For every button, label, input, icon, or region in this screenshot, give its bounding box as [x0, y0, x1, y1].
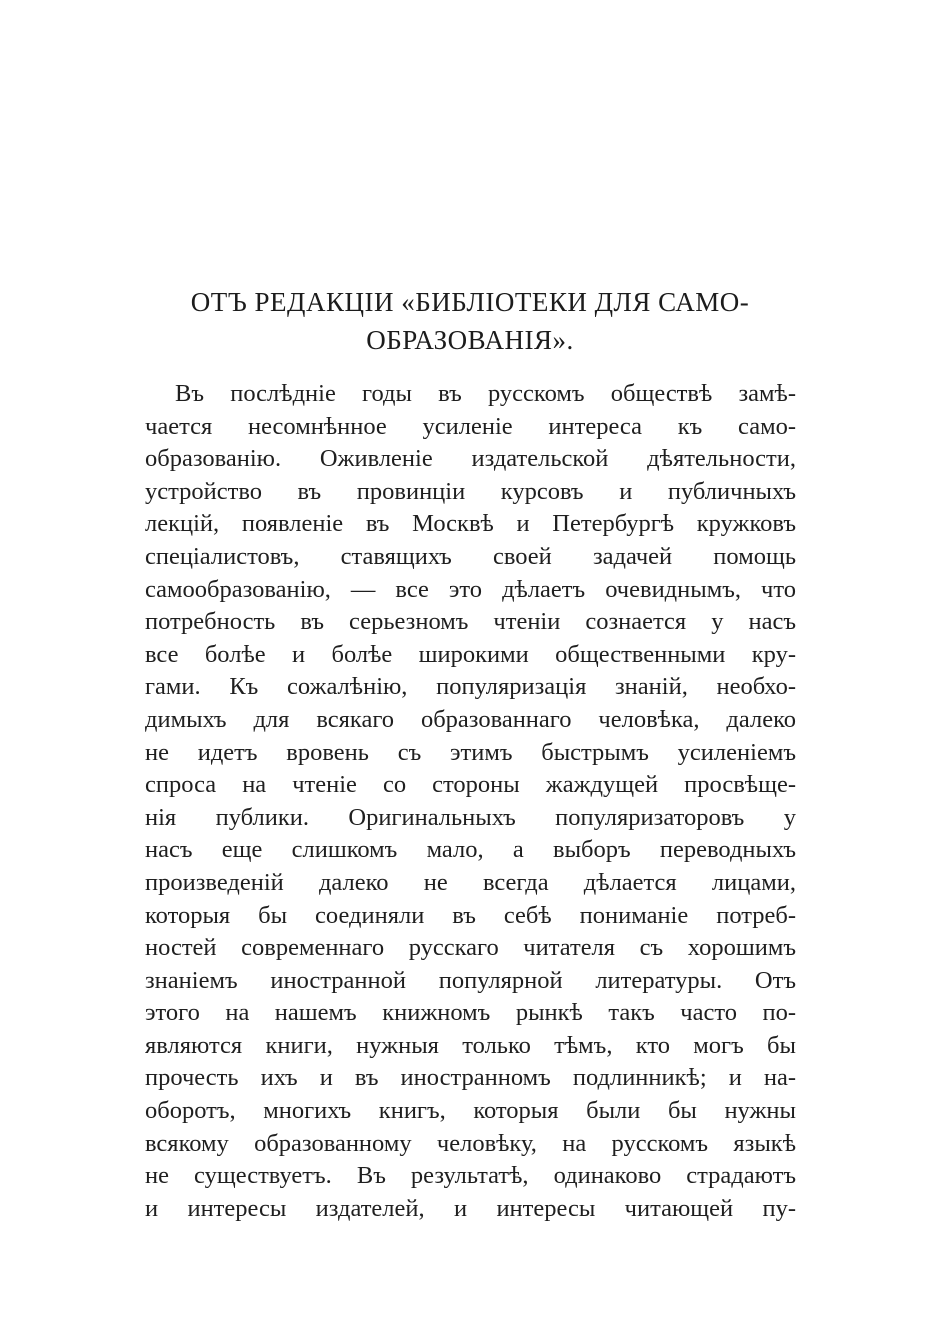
- text-line: знанiемъ иностранной популярной литературы. Отъ: [145, 966, 796, 994]
- text-line: нiя публики. Оригинальныхъ популяризаторовъ у: [145, 803, 796, 831]
- text-line: которыя бы соединяли въ себѣ пониманiе потреб-: [145, 901, 796, 929]
- text-line: лекцiй, появленiе въ Москвѣ и Петербургѣ кружковъ: [145, 510, 796, 538]
- text-line: всякому образованному человѣку, на русскомъ языкѣ: [145, 1129, 796, 1157]
- body-paragraph: [145, 378, 796, 1225]
- heading-line-2: ОБРАЗОВАНIЯ».: [366, 325, 574, 355]
- text-line: произведенiй далеко не всегда дѣлается лицами,: [145, 868, 796, 896]
- text-line: насъ еще слишкомъ мало, а выборъ переводныхъ: [145, 836, 796, 864]
- text-line: Въ послѣднiе годы въ русскомъ обществѣ замѣ-: [175, 380, 796, 407]
- text-line: спецiалистовъ, ставящихъ своей задачей помощь: [145, 542, 796, 570]
- text-line: устройство въ провинцiи курсовъ и публичныхъ: [145, 477, 796, 505]
- text-line: не существуетъ. Въ результатѣ, одинаково страдаютъ: [145, 1162, 796, 1190]
- text-line: гами. Къ сожалѣнiю, популяризацiя знанiй, необхо-: [145, 673, 796, 701]
- text-line: спроса на чтенiе со стороны жаждущей просвѣще-: [145, 771, 796, 799]
- text-line: этого на нашемъ книжномъ рынкѣ такъ часто по-: [145, 999, 796, 1027]
- text-line: и интересы издателей, и интересы читающей пу-: [145, 1194, 796, 1222]
- heading-line-1: ОТЪ РЕДАКЦIИ «БИБЛIОТЕКИ ДЛЯ САМО-: [190, 287, 750, 317]
- page-heading: [140, 283, 800, 359]
- text-line: все болѣе и болѣе широкими общественными кру-: [145, 640, 796, 668]
- text-line: ностей современнаго русскаго читателя съ хорошимъ: [145, 934, 796, 962]
- text-line: самообразованiю, — все это дѣлаетъ очевиднымъ, что: [145, 575, 796, 603]
- text-line: образованiю. Оживленiе издательской дѣятельности,: [145, 445, 796, 473]
- text-line: чается несомнѣнное усиленiе интереса къ само-: [145, 412, 796, 440]
- text-line: димыхъ для всякаго образованнаго человѣка, далеко: [145, 705, 796, 733]
- text-line: не идетъ вровень съ этимъ быстрымъ усиленiемъ: [145, 738, 796, 766]
- text-line: прочесть ихъ и въ иностранномъ подлинникѣ; и на-: [145, 1064, 796, 1092]
- text-line: оборотъ, многихъ книгъ, которыя были бы нужны: [145, 1097, 796, 1125]
- text-line: потребность въ серьезномъ чтенiи сознается у насъ: [145, 608, 796, 636]
- text-line: являются книги, нужныя только тѣмъ, кто могъ бы: [145, 1031, 796, 1059]
